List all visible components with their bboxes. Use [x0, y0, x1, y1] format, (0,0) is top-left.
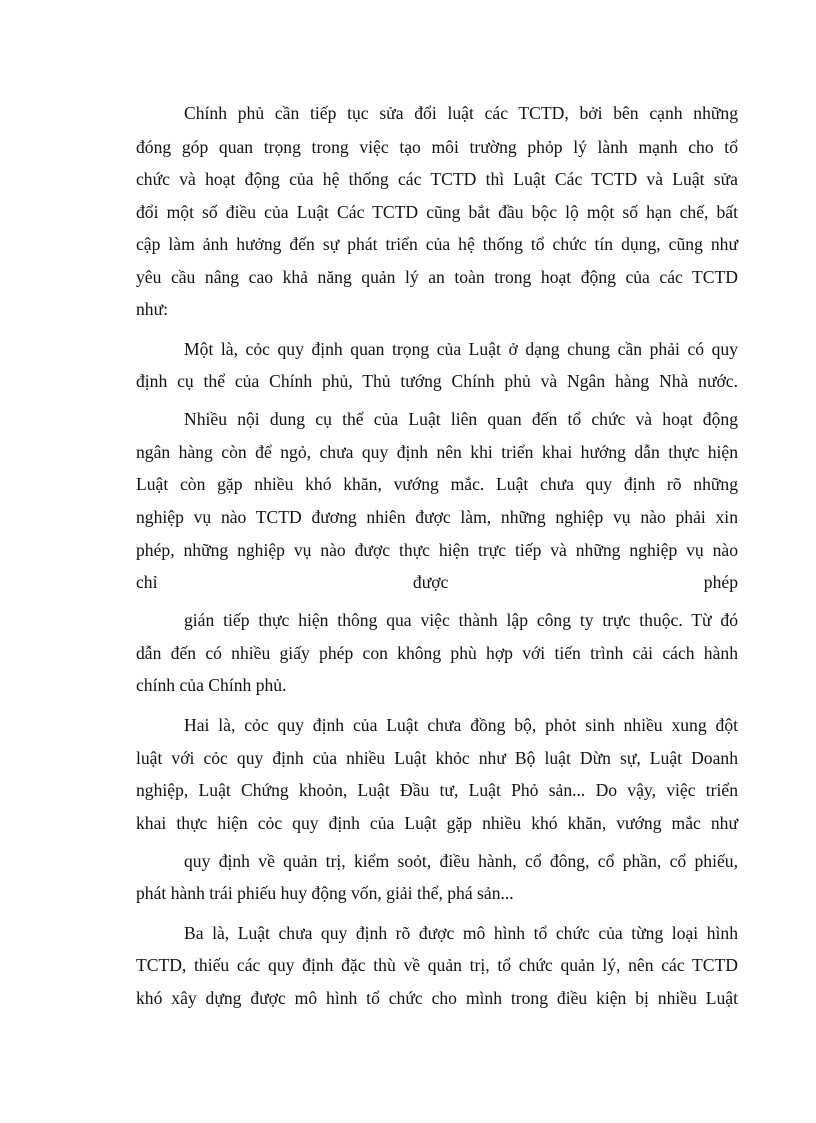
text-line: yêu cầu nâng cao khả năng quản lý an toàn trong hoạt động của các TCTD: [136, 267, 738, 287]
text-line: như:: [136, 299, 169, 319]
text-line: phép, những nghiệp vụ nào được thực hiện trực tiếp và những nghiệp vụ nào: [136, 540, 738, 560]
text-line: chức và hoạt động của hệ thống các TCTD thì Luật Các TCTD và Luật sửa: [136, 169, 738, 189]
text-line: Một là, cỏc quy định quan trọng của Luật ở dạng chung cần phải có quy: [184, 339, 738, 359]
text-line: Luật còn gặp nhiều khó khăn, vướng mắc. Luật chưa quy định rõ những: [136, 474, 738, 494]
text-line: luật với cỏc quy định của nhiều Luật khỏc như Bộ luật Dừn sự, Luật Doanh: [136, 748, 738, 768]
text-line: Chính phủ cần tiếp tục sửa đổi luật các TCTD, bởi bên cạnh những: [184, 103, 738, 123]
text-line: cập làm ảnh hưởng đến sự phát triển của hệ thống tổ chức tín dụng, cũng như: [136, 234, 738, 254]
text-line: khó xây dựng được mô hình tổ chức cho mình trong điều kiện bị nhiều Luật: [136, 988, 738, 1008]
text-line: nghiệp vụ nào TCTD đương nhiên được làm, những nghiệp vụ nào phải xin: [136, 507, 738, 527]
text-line: gián tiếp thực hiện thông qua việc thành lập công ty trực thuộc. Từ đó: [184, 610, 738, 630]
text-line: nghiệp, Luật Chứng khoỏn, Luật Đầu tư, Luật Phỏ sản... Do vậy, việc triển: [136, 780, 738, 800]
text-line: TCTD, thiếu các quy định đặc thù về quản trị, tổ chức quản lý, nên các TCTD: [136, 955, 738, 975]
text-line: quy định về quản trị, kiểm soỏt, điều hành, cổ đông, cổ phần, cổ phiếu,: [184, 851, 738, 871]
text-line: dẫn đến có nhiều giấy phép con không phù hợp với tiến trình cải cách hành: [136, 643, 738, 663]
text-line: Ba là, Luật chưa quy định rõ được mô hình tổ chức của từng loại hình: [184, 923, 738, 943]
text-line: phát hành trái phiếu huy động vốn, giải thể, phá sản...: [136, 883, 514, 903]
text-line: đóng góp quan trọng trong việc tạo môi trường phỏp lý lành mạnh cho tổ: [136, 137, 738, 157]
text-line: định cụ thể của Chính phủ, Thủ tướng Chính phủ và Ngân hàng Nhà nước.: [136, 371, 738, 391]
text-line: Nhiều nội dung cụ thể của Luật liên quan đến tổ chức và hoạt động: [184, 409, 738, 429]
text-line: đổi một số điều của Luật Các TCTD cũng bắt đầu bộc lộ một số hạn chế, bất: [136, 202, 738, 222]
text-line: Hai là, cỏc quy định của Luật chưa đồng bộ, phỏt sinh nhiều xung đột: [184, 715, 738, 735]
text-line: chỉ được phép: [136, 572, 738, 592]
text-line: ngân hàng còn để ngỏ, chưa quy định nên khi triển khai hướng dẫn thực hiện: [136, 442, 738, 462]
text-line: khai thực hiện cỏc quy định của Luật gặp nhiều khó khăn, vướng mắc như: [136, 813, 738, 833]
text-line: chính của Chính phủ.: [136, 675, 287, 695]
